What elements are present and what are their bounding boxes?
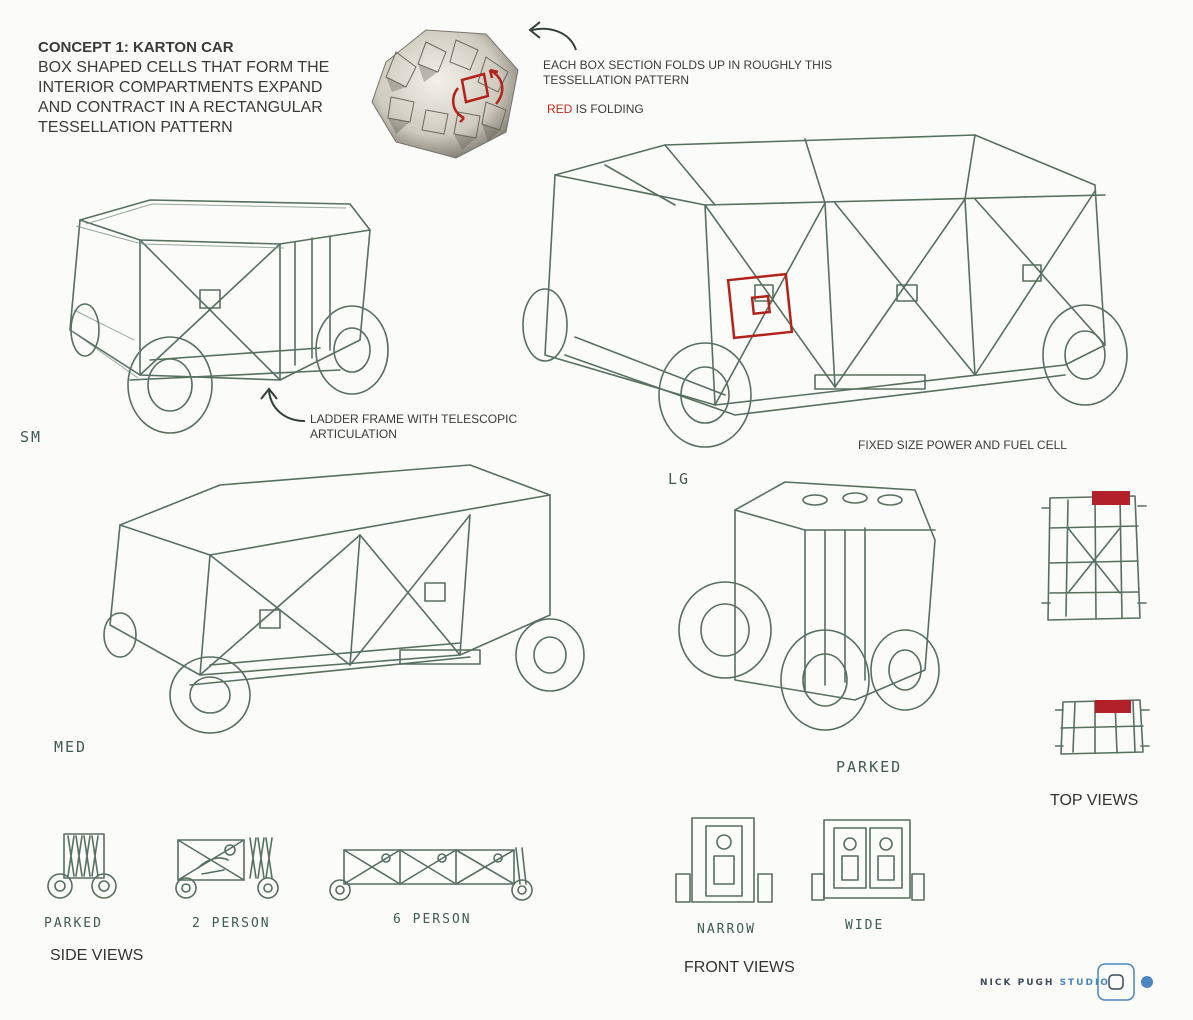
studio-logo-studio: STUDIO: [1059, 978, 1110, 988]
folding-legend: [547, 102, 644, 117]
red-legend-word: RED: [547, 102, 573, 116]
ladder-note: [310, 412, 517, 442]
ladder-note-line: ARTICULATION: [310, 427, 397, 441]
studio-logo-mark-icon: [1096, 962, 1156, 1002]
side-view-parked-sketch: [44, 828, 124, 908]
fold-note: [543, 58, 832, 88]
front-view-narrow-label: NARROW: [697, 922, 756, 937]
front-view-wide-label: WIDE: [845, 918, 885, 933]
fold-note-line: TESSELLATION PATTERN: [543, 73, 690, 87]
side-view-6-person-sketch: [322, 840, 537, 920]
front-view-wide-sketch: [808, 812, 928, 912]
top-view-parked-sketch: [1055, 688, 1150, 768]
medium-car-sketch: [80, 455, 600, 735]
concept-desc-line: INTERIOR COMPARTMENTS EXPAND: [38, 79, 323, 96]
size-label-med: MED: [54, 738, 88, 756]
small-car-sketch: [40, 190, 400, 450]
fold-note-line: EACH BOX SECTION FOLDS UP IN ROUGHLY THIS: [543, 58, 833, 72]
concept-heading: CONCEPT 1: KARTON CAR: [38, 39, 234, 56]
folding-legend-text: IS FOLDING: [572, 102, 644, 116]
size-label-lg: LG: [668, 470, 691, 488]
front-views-label: FRONT VIEWS: [684, 959, 795, 976]
top-views-label: TOP VIEWS: [1050, 792, 1139, 809]
side-views-label: SIDE VIEWS: [50, 947, 144, 964]
studio-logo-text: [980, 978, 1110, 988]
top-view-expanded-sketch: [1040, 488, 1150, 633]
side-view-2-person-sketch: [168, 830, 288, 910]
side-view-parked-label: PARKED: [44, 916, 103, 931]
large-car-sketch: [505, 125, 1135, 455]
concept-desc-line: TESSELLATION PATTERN: [38, 119, 233, 136]
ladder-note-line: LADDER FRAME WITH TELESCOPIC: [310, 412, 518, 426]
concept-desc-line: BOX SHAPED CELLS THAT FORM THE: [38, 59, 330, 76]
arrow-to-origami-icon: [520, 18, 590, 58]
origami-tessellation-image: [366, 22, 526, 162]
power-cell-note: FIXED SIZE POWER AND FUEL CELL: [858, 438, 1067, 452]
parked-label-large: PARKED: [836, 758, 903, 776]
arrow-to-ladder-icon: [255, 385, 315, 435]
side-view-2-person-label: 2 PERSON: [192, 916, 271, 931]
size-label-sm: SM: [20, 428, 43, 446]
concept-desc-line: AND CONTRACT IN A RECTANGULAR: [38, 99, 323, 116]
concept-title-block: [38, 38, 338, 138]
front-view-narrow-sketch: [670, 812, 780, 912]
parked-car-sketch: [665, 470, 965, 740]
side-view-6-person-label: 6 PERSON: [393, 912, 472, 927]
studio-logo-name: NICK PUGH: [980, 978, 1055, 988]
